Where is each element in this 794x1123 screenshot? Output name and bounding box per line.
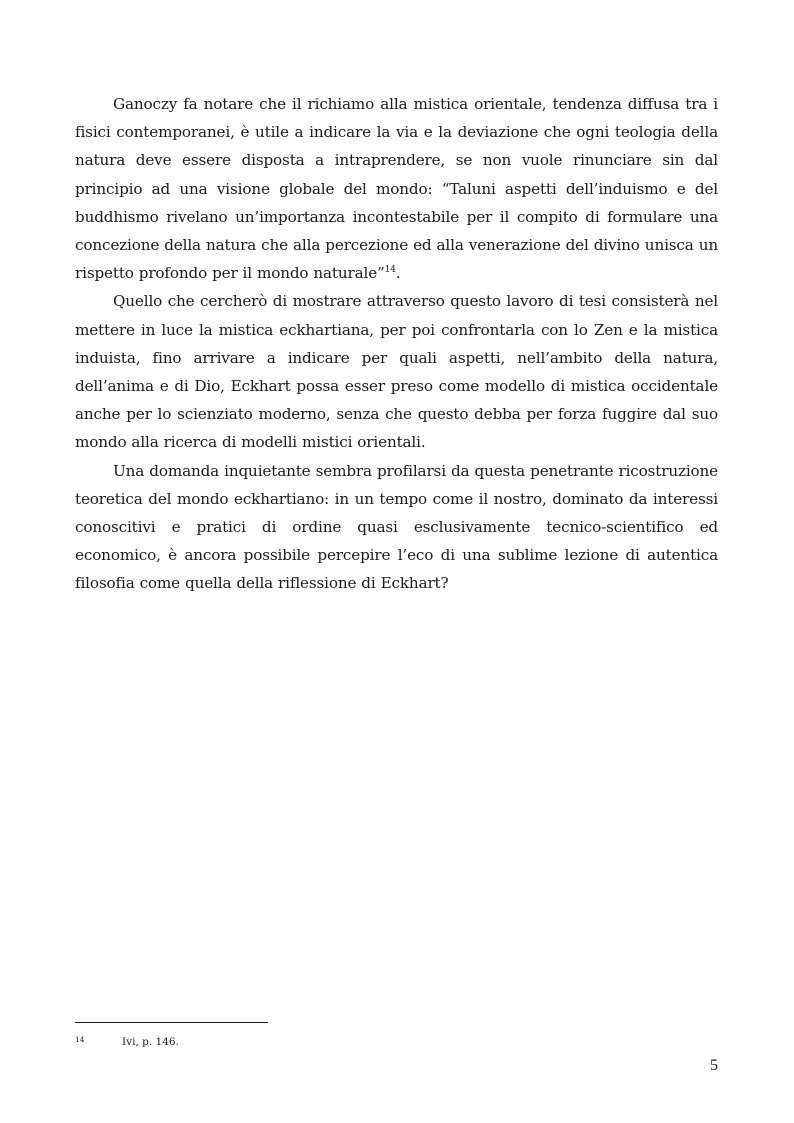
- paragraph-1-tail: .: [395, 264, 401, 283]
- page-body: [75, 90, 718, 598]
- paragraph-1: [75, 90, 718, 287]
- page-number: 5: [710, 1057, 718, 1074]
- footnote: [75, 1033, 575, 1049]
- paragraph-2: Quello che cercherò di mostrare attraverso questo lavoro di tesi consisterà nel mettere in luce la mistica eckhartiana, per poi confrontarla con lo Zen e la mistica induista, fino arrivare a indicare per quali aspetti, nell’ambito della natura, dell’anima e di Dio, Eckhart possa esser preso come modello di mistica occidentale anche per lo scienziato moderno, senza che questo debba per forza fuggire dal suo mondo alla ricerca di modelli mistici orientali.: [75, 292, 718, 452]
- paragraph-3: Una domanda inquietante sembra profilarsi da questa penetrante ricostruzione teoretica del mondo eckhartiano: in un tempo come il nostro, dominato da interessi conoscitivi e pratici di ordine quasi esclusivamente tecnico-scientifico ed economico, è ancora possibile percepire l’eco di una sublime lezione di autentica filosofia come quella della riflessione di Eckhart?: [75, 461, 718, 593]
- paragraph-1-text: Ganoczy fa notare che il richiamo alla mistica orientale, tendenza diffusa tra i fisici contemporanei, è utile a indicare la via e la deviazione che ogni teologia della natura deve essere disposta a intraprendere, se non vuole rinunciare sin dal principio ad una visione globale del mondo: “Taluni aspetti dell’induismo e del buddhismo rivelano un’importanza incontestabile per il compito di formulare una concezione della natura che alla percezione ed alla venerazione del divino unisca un rispetto profondo per il mondo naturale”: [75, 95, 718, 283]
- footnote-separator: [75, 1022, 268, 1023]
- footnote-reference[interactable]: 14: [384, 265, 396, 276]
- footnote-number: 14: [75, 1035, 85, 1044]
- footnote-text: Ivi, p. 146.: [122, 1036, 179, 1048]
